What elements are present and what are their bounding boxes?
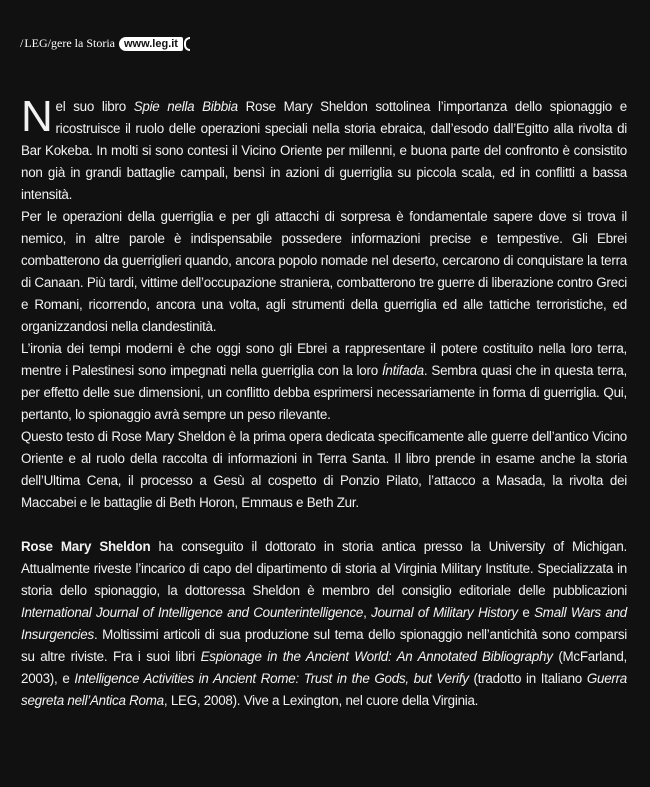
section-gap [21, 514, 627, 536]
book-title: Spie nella Bibbia [133, 99, 238, 114]
author-name: Rose Mary Sheldon [21, 539, 151, 554]
text-run: , LEG, 2008). Vive a Lexington, nel cuore della Virginia. [163, 693, 479, 708]
drop-cap: N [21, 92, 53, 141]
description-text [21, 92, 628, 712]
publisher-logo [20, 36, 190, 51]
text-run: (tradotto in Italiano [468, 671, 587, 686]
author-bio [21, 536, 627, 712]
text-run: . Sembra quasi che in questa terra, per effetto delle sue dimensioni, un conflitto debba esprimersi necessariamente in forma di guerriglia. Qui, pertanto, lo spionaggio avrà sempre un peso rilevante. [21, 363, 627, 422]
paragraph-3 [21, 338, 627, 426]
brand-bracket-icon [184, 37, 190, 51]
brand-slash: / [20, 36, 24, 50]
text-run: , [363, 605, 372, 620]
publication-title: Journal of Military History [371, 605, 518, 620]
paragraph-1 [21, 92, 627, 206]
text-run: L’ironia dei tempi moderni è che oggi sono gli Ebrei a rappresentare il potere costituito nella loro terra, mentre i Palestinesi sono impegnati nella guerriglia con la loro [21, 341, 627, 378]
text-run: Rose Mary Sheldon sottolinea l’importanza dello spionaggio e ricostruisce il ruolo delle operazioni speciali nella storia ebraica, dall’esodo dall’Egitto alla rivolta di Bar Kokeba. In molti si sono contesi il Vicino Oriente per millenni, e buona parte del confronto è consistito non già in grandi battaglie campali, bensì in azioni di guerriglia su piccola scala, ed in conflitti a bassa intensità. [21, 99, 627, 202]
publication-title: International Journal of Intelligence and Counterintelligence [21, 605, 364, 620]
brand-url: www.leg.it [119, 37, 183, 51]
text-run: e [517, 605, 535, 620]
book-title: Espionage in the Ancient World: An Annotated Bibliography [200, 649, 553, 664]
text-run: el suo libro [55, 99, 134, 114]
paragraph-2: Per le operazioni della guerriglia e per gli attacchi di sorpresa è fondamentale sapere dove si trova il nemico, in altre parole è indispensabile possedere informazioni precise e tempestive. Gli Ebrei combatterono da guerriglieri quando, ancora popolo nomade nel deserto, cercarono di conquistare la terra di Canaan. Più tardi, vittime dell’occupazione straniera, combatterono tre guerre di liberazione contro Greci e Romani, ricorrendo, ancora una volta, agli strumenti della guerriglia ed alle tattiche terroristiche, ed organizzandosi nella clandestinità. [21, 209, 627, 334]
text-run: (McFarland, 2003), e [21, 649, 627, 686]
text-run: ha conseguito il dottorato in storia antica presso la University of Michigan. Attualmente riveste l’incarico di capo del dipartimento di storia al Virginia Military Institute. Specializzata in storia dello spionaggio, la dottoressa Sheldon è membro del consiglio editoriale delle pubblicazioni [21, 539, 627, 598]
italic-term: Íntifada [381, 363, 424, 378]
text-run: . Moltissimi articoli di sua produzione sul tema dello spionaggio nell’antichità sono comparsi su altre riviste. Fra i suoi libri [21, 627, 627, 664]
publication-title: Small Wars and Insurgencies [21, 605, 627, 642]
book-title: Guerra segreta nell’Antica Roma [21, 671, 628, 708]
brand-text: LEG/gere la Storia [24, 36, 115, 50]
book-title: Intelligence Activities in Ancient Rome: Trust in the Gods, but Verify [74, 671, 469, 686]
paragraph-4: Questo testo di Rose Mary Sheldon è la prima opera dedicata specificamente alle guerre dell’antico Vicino Oriente e al ruolo della raccolta di informazioni in Terra Santa. Il libro prende in esame anche la storia dell’Ultima Cena, il processo a Gesù al cospetto di Ponzio Pilato, l’attacco a Masada, la rivolta dei Maccabei e le battaglie di Beth Horon, Emmaus e Beth Zur. [21, 429, 627, 510]
